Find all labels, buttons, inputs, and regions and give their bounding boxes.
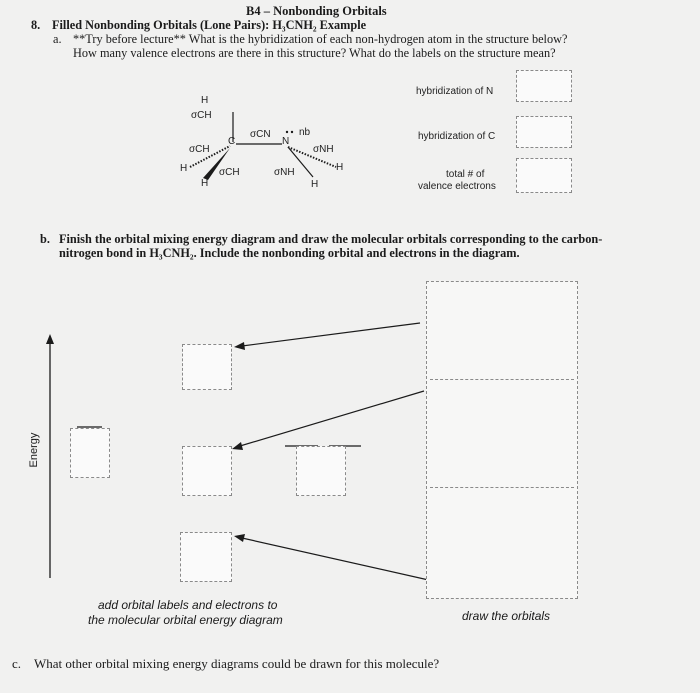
answer-box-valence-electrons[interactable] (516, 158, 572, 193)
part-b-line-1: Finish the orbital mixing energy diagram and draw the molecular orbitals corresponding to the carbon- (59, 232, 603, 246)
page-title: B4 – Nonbonding Orbitals (246, 4, 387, 18)
answer-box-hybridization-n[interactable] (516, 70, 572, 102)
part-a-line-2: How many valence electrons are there in this structure? What do the labels on the structure mean? (73, 46, 556, 60)
orbital-box-bottom[interactable] (180, 532, 232, 582)
label-sigma-cn: σCN (250, 129, 271, 140)
atom-h-right: H (336, 162, 344, 173)
label-sigma-ch-bottom: σCH (219, 167, 240, 178)
part-c-letter: c. (12, 656, 22, 671)
draw-area-divider-2 (430, 487, 574, 488)
orbital-box-left[interactable] (70, 428, 110, 478)
caption-left-line-2: the molecular orbital energy diagram (88, 613, 283, 627)
atom-h-bottom-right: H (311, 179, 319, 190)
atom-n: N (282, 136, 290, 147)
question-title: Filled Nonbonding Orbitals (Lone Pairs): H₃CNH₂ Example (52, 18, 367, 32)
part-a-line-1: **Try before lecture** What is the hybridization of each non-hydrogen atom in the structure below? (73, 32, 568, 46)
part-b-line-2: nitrogen bond in H₃CNH₂. Include the nonbonding orbital and electrons in the diagram. (59, 246, 520, 260)
orbital-box-top[interactable] (182, 344, 232, 390)
label-nb: nb (299, 127, 311, 138)
structure-diagram (170, 92, 370, 197)
part-c-question: What other orbital mixing energy diagrams could be drawn for this molecule? (34, 656, 440, 671)
atom-h-left: H (180, 163, 188, 174)
label-total-valence-1: total # of (446, 169, 485, 180)
question-number: 8. (31, 18, 41, 32)
atom-h-top: H (201, 95, 209, 106)
label-hybridization-n: hybridization of N (416, 86, 494, 97)
label-total-valence-2: valence electrons (418, 181, 496, 192)
label-sigma-ch-left: σCH (189, 144, 210, 155)
label-sigma-ch-top: σCH (191, 110, 212, 121)
atom-c: C (228, 136, 236, 147)
part-b-letter: b. (40, 232, 50, 246)
orbital-box-right[interactable] (296, 446, 346, 496)
atom-h-bottom: H (201, 178, 209, 189)
energy-axis-label: Energy (28, 432, 40, 468)
caption-right: draw the orbitals (462, 609, 551, 623)
label-sigma-nh-right: σNH (313, 144, 334, 155)
label-sigma-nh-bottom: σNH (274, 167, 295, 178)
draw-orbitals-area[interactable] (426, 281, 578, 599)
label-hybridization-c: hybridization of C (418, 131, 496, 142)
draw-area-divider-1 (430, 379, 574, 380)
caption-left-line-1: add orbital labels and electrons to (98, 598, 278, 612)
part-a-letter: a. (53, 32, 62, 46)
orbital-box-middle[interactable] (182, 446, 232, 496)
answer-box-hybridization-c[interactable] (516, 116, 572, 148)
